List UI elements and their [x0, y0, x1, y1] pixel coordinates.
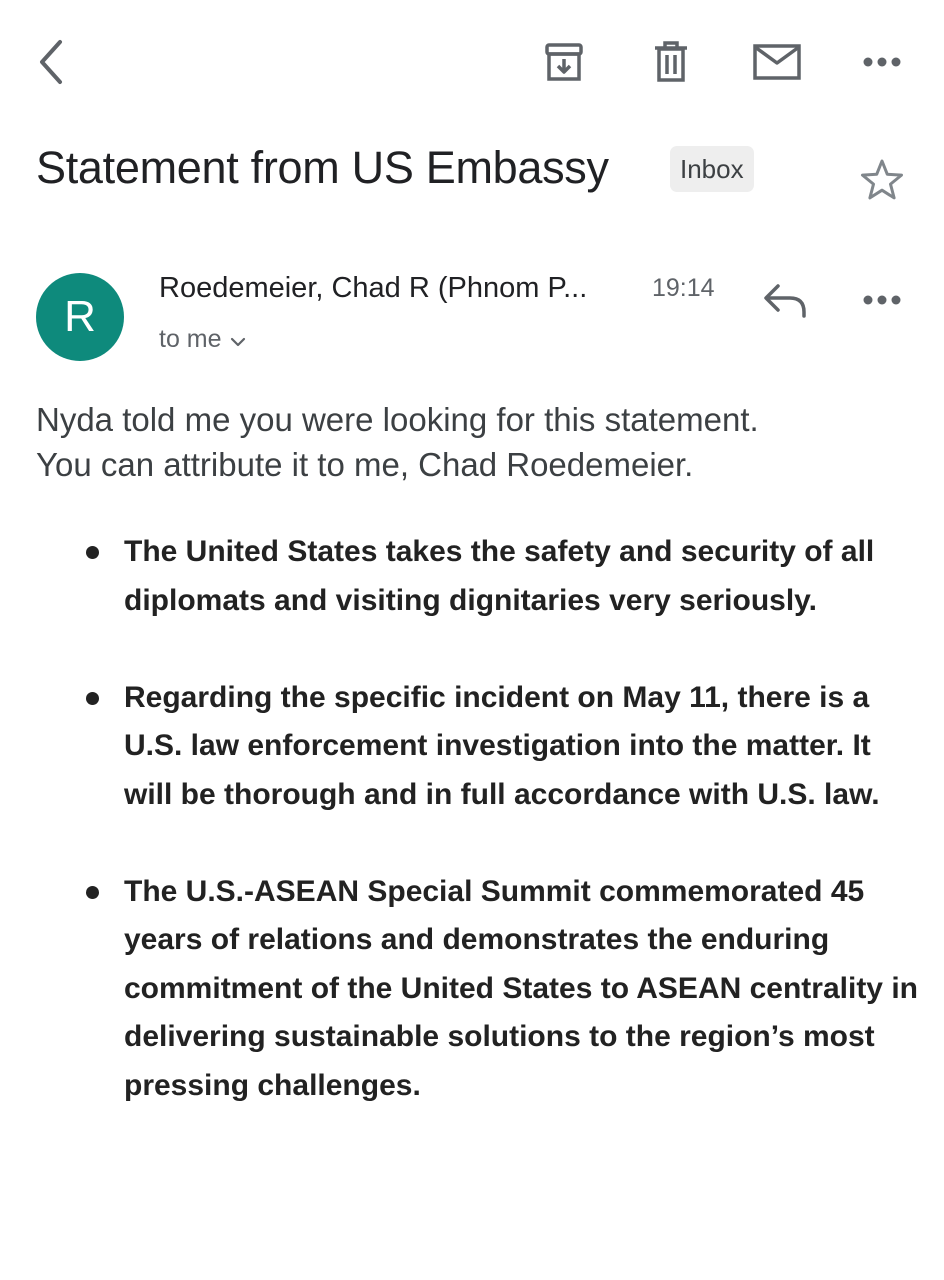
- mark-unread-button[interactable]: [750, 38, 804, 86]
- bullet-text: The U.S.-ASEAN Special Summit commemorated 45 years of relations and demonstrates the enduring commitment of the United States to ASEAN centrality in delivering sustainable solutions to the region’s most pressing challenges.: [124, 874, 918, 1102]
- archive-icon: [542, 40, 586, 84]
- bullet-dot-icon: [86, 886, 99, 899]
- bullet-text: Regarding the specific incident on May 11, there is a U.S. law enforcement investigation into the matter. It will be thorough and in full accordance with U.S. law.: [124, 680, 880, 811]
- message-more-button[interactable]: [858, 282, 906, 318]
- archive-button[interactable]: [538, 38, 590, 86]
- star-button[interactable]: [856, 154, 908, 206]
- statement-bullet: [80, 528, 920, 625]
- mail-icon: [752, 42, 802, 82]
- reply-button[interactable]: [758, 276, 812, 324]
- recipient-details-toggle[interactable]: [159, 322, 246, 356]
- more-options-button[interactable]: [858, 44, 906, 80]
- chevron-down-icon: [230, 322, 246, 356]
- bullet-dot-icon: [86, 546, 99, 559]
- bullet-text: The United States takes the safety and security of all diplomats and visiting dignitaries very seriously.: [124, 535, 875, 617]
- body-paragraph: You can attribute it to me, Chad Roedemeier.: [36, 446, 694, 483]
- email-time: 19:14: [652, 274, 715, 302]
- body-paragraph: Nyda told me you were looking for this statement.: [36, 401, 759, 438]
- inbox-label-chip[interactable]: Inbox: [670, 146, 754, 192]
- recipient-text: to me: [159, 325, 222, 353]
- back-button[interactable]: [26, 36, 76, 88]
- sender-avatar[interactable]: R: [36, 273, 124, 361]
- email-body-intro: [36, 397, 916, 487]
- statement-bullet-list: [80, 528, 920, 1159]
- delete-button[interactable]: [646, 38, 696, 86]
- statement-bullet: [80, 674, 920, 820]
- more-horizontal-icon: [862, 294, 902, 306]
- trash-icon: [651, 40, 691, 84]
- star-icon: [860, 158, 904, 202]
- reply-icon: [762, 282, 808, 318]
- chevron-left-icon: [36, 38, 66, 86]
- statement-bullet: [80, 868, 920, 1111]
- more-horizontal-icon: [862, 56, 902, 68]
- sender-name[interactable]: Roedemeier, Chad R (Phnom P...: [159, 272, 588, 304]
- bullet-dot-icon: [86, 692, 99, 705]
- email-subject: Statement from US Embassy: [36, 142, 609, 193]
